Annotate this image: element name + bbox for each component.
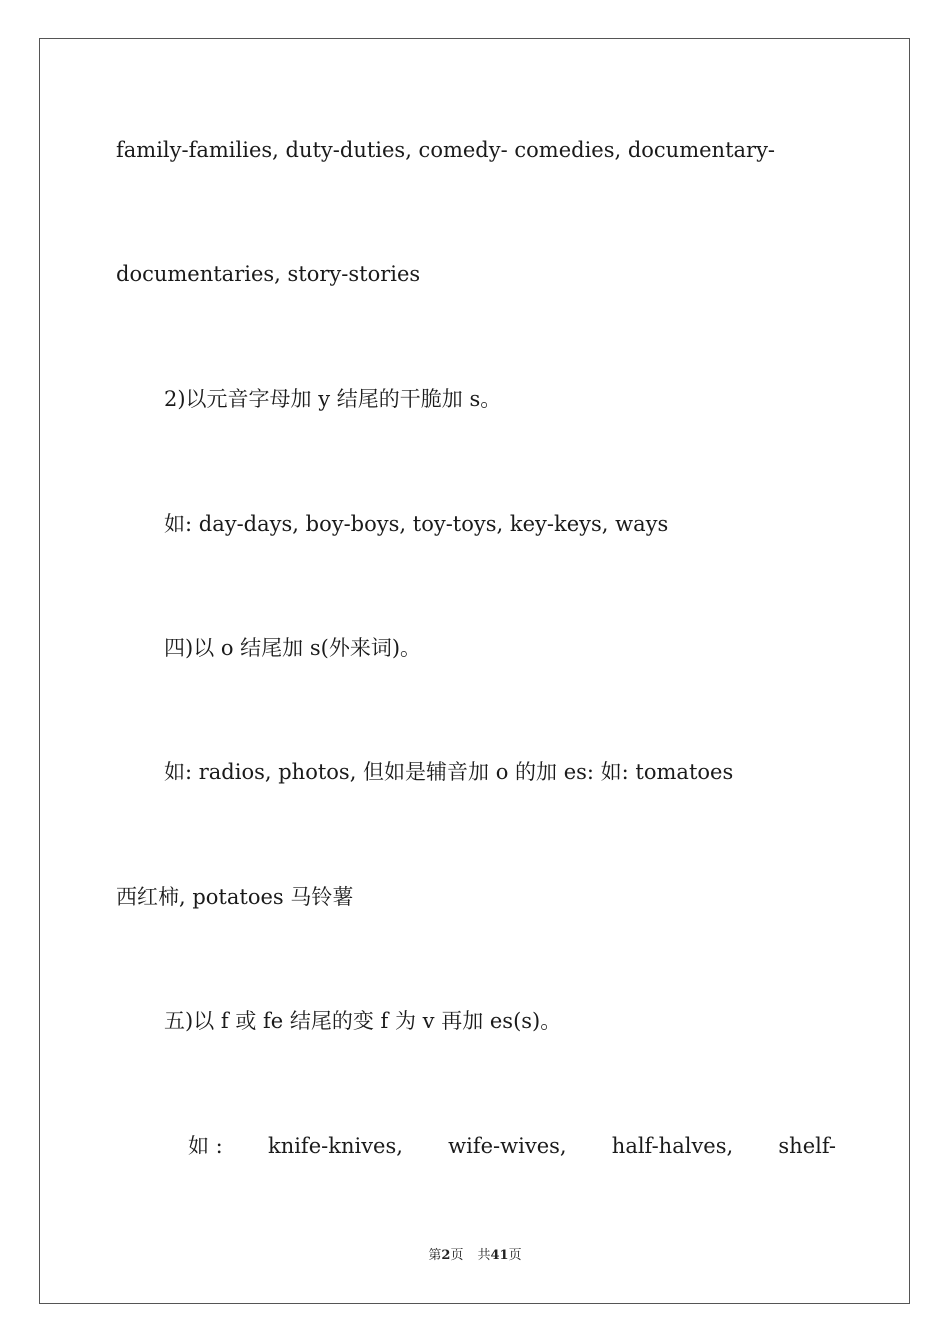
text-line-6: 如: radios, photos, 但如是辅音加 o 的加 es: 如: tomatoes [164,760,734,784]
text-line-9 [188,1132,836,1160]
text-line-1-content: family-families, duty-duties, comedy- comedies, documentary- [116,138,776,162]
text-line-3: 2)以元音字母加 y 结尾的干脆加 s。 [164,387,502,411]
footer-prefix: 第 [428,1248,442,1263]
text-line-9-part-5: shelf- [778,1134,836,1158]
text-line-1 [116,136,836,164]
text-line-9-part-1: 如 : [188,1134,223,1158]
text-line-9-part-2: knife-knives, [267,1134,403,1158]
footer-page-suffix: 页 [450,1248,464,1263]
text-line-7: 西红柿, potatoes 马铃薯 [116,885,354,909]
text-line-5: 四)以 o 结尾加 s(外来词)。 [164,636,422,660]
text-line-9-part-4: half-halves, [611,1134,734,1158]
page-footer [0,1247,950,1265]
text-line-9-part-3: wife-wives, [448,1134,567,1158]
footer-total-pages: 41 [490,1248,509,1263]
footer-total-prefix: 共 [477,1248,491,1263]
text-line-4: 如: day-days, boy-boys, toy-toys, key-keys, ways [164,512,669,536]
text-line-8: 五)以 f 或 fe 结尾的变 f 为 v 再加 es(s)。 [164,1009,562,1033]
footer-total-suffix: 页 [508,1248,522,1263]
footer-current-page: 2 [441,1248,451,1263]
page-border [39,38,910,1304]
text-line-2: documentaries, story-stories [116,262,421,286]
